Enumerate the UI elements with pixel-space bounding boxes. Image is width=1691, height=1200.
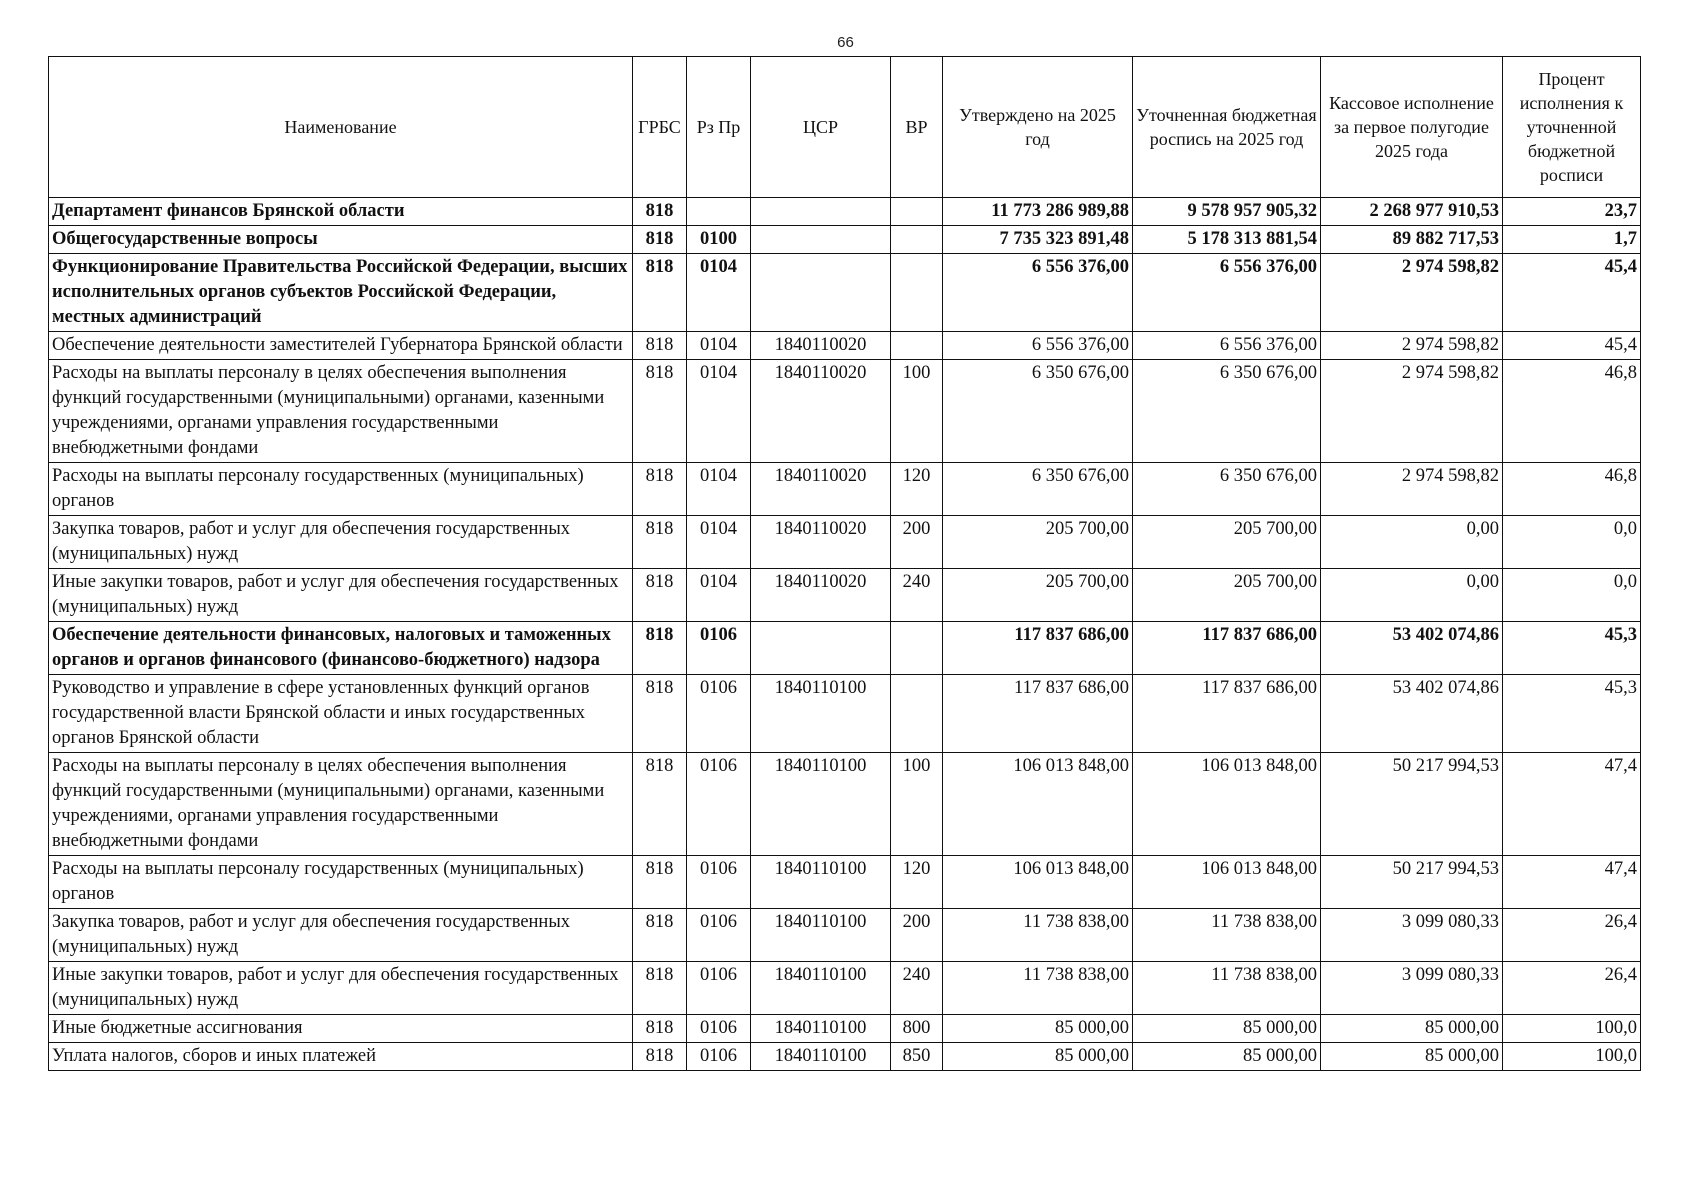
cell-refined: 6 350 676,00: [1133, 360, 1321, 463]
cell-refined: 117 837 686,00: [1133, 622, 1321, 675]
budget-table: [48, 56, 1641, 1071]
cell-cash: 3 099 080,33: [1321, 909, 1503, 962]
cell-refined: 6 556 376,00: [1133, 332, 1321, 360]
cell-csr: 1840110100: [751, 909, 891, 962]
cell-refined: 6 556 376,00: [1133, 254, 1321, 332]
table-row: [49, 675, 1641, 753]
cell-grbs: 818: [633, 856, 687, 909]
cell-cash: 2 974 598,82: [1321, 463, 1503, 516]
cell-refined: 205 700,00: [1133, 569, 1321, 622]
cell-approved: 106 013 848,00: [943, 856, 1133, 909]
cell-approved: 117 837 686,00: [943, 622, 1133, 675]
cell-grbs: 818: [633, 332, 687, 360]
cell-percent: 0,0: [1503, 569, 1641, 622]
cell-vr: [891, 332, 943, 360]
cell-vr: 240: [891, 962, 943, 1015]
cell-rzpr: [687, 198, 751, 226]
cell-percent: 100,0: [1503, 1015, 1641, 1043]
cell-approved: 85 000,00: [943, 1015, 1133, 1043]
table-row: [49, 962, 1641, 1015]
cell-approved: 7 735 323 891,48: [943, 226, 1133, 254]
table-body: [49, 198, 1641, 1071]
cell-rzpr: 0104: [687, 332, 751, 360]
cell-rzpr: 0104: [687, 569, 751, 622]
cell-vr: 800: [891, 1015, 943, 1043]
table-row: [49, 332, 1641, 360]
cell-grbs: 818: [633, 909, 687, 962]
cell-cash: 53 402 074,86: [1321, 675, 1503, 753]
cell-approved: 6 350 676,00: [943, 463, 1133, 516]
header-percent: Процент исполнения к уточненной бюджетной росписи: [1503, 57, 1641, 198]
cell-grbs: 818: [633, 516, 687, 569]
header-grbs: ГРБС: [633, 57, 687, 198]
table-row: [49, 254, 1641, 332]
cell-approved: 6 556 376,00: [943, 332, 1133, 360]
cell-vr: 120: [891, 463, 943, 516]
table-row: [49, 516, 1641, 569]
cell-csr: 1840110020: [751, 332, 891, 360]
cell-csr: [751, 622, 891, 675]
cell-cash: 85 000,00: [1321, 1015, 1503, 1043]
cell-cash: 85 000,00: [1321, 1043, 1503, 1071]
cell-grbs: 818: [633, 569, 687, 622]
cell-refined: 85 000,00: [1133, 1043, 1321, 1071]
cell-refined: 106 013 848,00: [1133, 753, 1321, 856]
cell-name: Иные закупки товаров, работ и услуг для обеспечения государственных (муниципальных) нужд: [49, 569, 633, 622]
cell-rzpr: 0106: [687, 1015, 751, 1043]
cell-refined: 9 578 957 905,32: [1133, 198, 1321, 226]
cell-percent: 47,4: [1503, 856, 1641, 909]
cell-csr: 1840110100: [751, 1043, 891, 1071]
cell-cash: 2 268 977 910,53: [1321, 198, 1503, 226]
cell-percent: 46,8: [1503, 360, 1641, 463]
table-row: [49, 1015, 1641, 1043]
cell-csr: 1840110100: [751, 856, 891, 909]
cell-approved: 11 773 286 989,88: [943, 198, 1133, 226]
cell-cash: 53 402 074,86: [1321, 622, 1503, 675]
cell-name: Расходы на выплаты персоналу государственных (муниципальных) органов: [49, 856, 633, 909]
cell-grbs: 818: [633, 675, 687, 753]
cell-refined: 85 000,00: [1133, 1015, 1321, 1043]
cell-approved: 6 556 376,00: [943, 254, 1133, 332]
cell-refined: 5 178 313 881,54: [1133, 226, 1321, 254]
table-row: [49, 569, 1641, 622]
cell-name: Обеспечение деятельности финансовых, налоговых и таможенных органов и органов финансового (финансово-бюджетного) надзора: [49, 622, 633, 675]
cell-vr: [891, 254, 943, 332]
cell-grbs: 818: [633, 753, 687, 856]
cell-percent: 45,3: [1503, 622, 1641, 675]
cell-name: Расходы на выплаты персоналу в целях обеспечения выполнения функций государственными (муниципальными) органами, казенными учреждениями, органами управления государственными внебюджетными фондами: [49, 753, 633, 856]
header-vr: ВР: [891, 57, 943, 198]
cell-name: Закупка товаров, работ и услуг для обеспечения государственных (муниципальных) нужд: [49, 516, 633, 569]
cell-name: Расходы на выплаты персоналу в целях обеспечения выполнения функций государственными (муниципальными) органами, казенными учреждениями, органами управления государственными внебюджетными фондами: [49, 360, 633, 463]
cell-csr: [751, 198, 891, 226]
cell-approved: 205 700,00: [943, 569, 1133, 622]
cell-approved: 106 013 848,00: [943, 753, 1133, 856]
cell-vr: [891, 198, 943, 226]
cell-name: Закупка товаров, работ и услуг для обеспечения государственных (муниципальных) нужд: [49, 909, 633, 962]
cell-cash: 89 882 717,53: [1321, 226, 1503, 254]
cell-name: Иные бюджетные ассигнования: [49, 1015, 633, 1043]
cell-rzpr: 0104: [687, 516, 751, 569]
cell-percent: 26,4: [1503, 909, 1641, 962]
header-name: Наименование: [49, 57, 633, 198]
cell-rzpr: 0106: [687, 856, 751, 909]
header-refined: Уточненная бюджетная роспись на 2025 год: [1133, 57, 1321, 198]
cell-rzpr: 0106: [687, 675, 751, 753]
cell-grbs: 818: [633, 962, 687, 1015]
cell-name: Иные закупки товаров, работ и услуг для обеспечения государственных (муниципальных) нужд: [49, 962, 633, 1015]
cell-csr: [751, 226, 891, 254]
table-row: [49, 198, 1641, 226]
cell-rzpr: 0106: [687, 622, 751, 675]
cell-cash: 50 217 994,53: [1321, 753, 1503, 856]
table-row: [49, 226, 1641, 254]
cell-cash: 0,00: [1321, 516, 1503, 569]
cell-vr: [891, 622, 943, 675]
cell-vr: 200: [891, 909, 943, 962]
table-row: [49, 856, 1641, 909]
cell-percent: 47,4: [1503, 753, 1641, 856]
cell-grbs: 818: [633, 622, 687, 675]
cell-vr: 120: [891, 856, 943, 909]
table-row: [49, 909, 1641, 962]
cell-vr: 240: [891, 569, 943, 622]
cell-approved: 205 700,00: [943, 516, 1133, 569]
cell-percent: 100,0: [1503, 1043, 1641, 1071]
cell-csr: 1840110020: [751, 360, 891, 463]
table-header-row: [49, 57, 1641, 198]
cell-name: Уплата налогов, сборов и иных платежей: [49, 1043, 633, 1071]
cell-percent: 23,7: [1503, 198, 1641, 226]
cell-rzpr: 0106: [687, 962, 751, 1015]
cell-vr: 100: [891, 753, 943, 856]
cell-approved: 11 738 838,00: [943, 962, 1133, 1015]
cell-rzpr: 0106: [687, 1043, 751, 1071]
cell-name: Функционирование Правительства Российской Федерации, высших исполнительных органов субъектов Российской Федерации, местных администраций: [49, 254, 633, 332]
cell-csr: 1840110020: [751, 569, 891, 622]
cell-cash: 2 974 598,82: [1321, 332, 1503, 360]
cell-grbs: 818: [633, 1015, 687, 1043]
cell-grbs: 818: [633, 198, 687, 226]
cell-cash: 50 217 994,53: [1321, 856, 1503, 909]
table-row: [49, 463, 1641, 516]
table-row: [49, 622, 1641, 675]
header-csr: ЦСР: [751, 57, 891, 198]
cell-cash: 2 974 598,82: [1321, 360, 1503, 463]
cell-grbs: 818: [633, 360, 687, 463]
cell-cash: 2 974 598,82: [1321, 254, 1503, 332]
header-approved: Утверждено на 2025 год: [943, 57, 1133, 198]
cell-cash: 3 099 080,33: [1321, 962, 1503, 1015]
cell-vr: 100: [891, 360, 943, 463]
cell-vr: 200: [891, 516, 943, 569]
cell-name: Руководство и управление в сфере установленных функций органов государственной власти Брянской области и иных государственных органов Брянской области: [49, 675, 633, 753]
cell-vr: [891, 226, 943, 254]
cell-csr: [751, 254, 891, 332]
header-cash: Кассовое исполнение за первое полугодие 2025 года: [1321, 57, 1503, 198]
cell-percent: 45,4: [1503, 332, 1641, 360]
cell-name: Департамент финансов Брянской области: [49, 198, 633, 226]
cell-name: Общегосударственные вопросы: [49, 226, 633, 254]
table-row: [49, 360, 1641, 463]
cell-rzpr: 0100: [687, 226, 751, 254]
cell-percent: 46,8: [1503, 463, 1641, 516]
cell-approved: 11 738 838,00: [943, 909, 1133, 962]
cell-grbs: 818: [633, 226, 687, 254]
cell-percent: 26,4: [1503, 962, 1641, 1015]
cell-refined: 117 837 686,00: [1133, 675, 1321, 753]
cell-csr: 1840110020: [751, 516, 891, 569]
cell-refined: 205 700,00: [1133, 516, 1321, 569]
cell-csr: 1840110100: [751, 1015, 891, 1043]
cell-rzpr: 0106: [687, 753, 751, 856]
table-row: [49, 753, 1641, 856]
header-rzpr: Рз Пр: [687, 57, 751, 198]
cell-vr: 850: [891, 1043, 943, 1071]
cell-refined: 106 013 848,00: [1133, 856, 1321, 909]
cell-grbs: 818: [633, 254, 687, 332]
cell-approved: 117 837 686,00: [943, 675, 1133, 753]
cell-cash: 0,00: [1321, 569, 1503, 622]
cell-rzpr: 0104: [687, 463, 751, 516]
cell-grbs: 818: [633, 463, 687, 516]
page-number: 66: [837, 34, 854, 51]
cell-name: Обеспечение деятельности заместителей Губернатора Брянской области: [49, 332, 633, 360]
cell-rzpr: 0106: [687, 909, 751, 962]
cell-refined: 11 738 838,00: [1133, 909, 1321, 962]
cell-percent: 0,0: [1503, 516, 1641, 569]
cell-approved: 6 350 676,00: [943, 360, 1133, 463]
cell-approved: 85 000,00: [943, 1043, 1133, 1071]
cell-percent: 45,4: [1503, 254, 1641, 332]
cell-csr: 1840110100: [751, 753, 891, 856]
cell-percent: 45,3: [1503, 675, 1641, 753]
cell-name: Расходы на выплаты персоналу государственных (муниципальных) органов: [49, 463, 633, 516]
cell-csr: 1840110100: [751, 962, 891, 1015]
cell-percent: 1,7: [1503, 226, 1641, 254]
table-row: [49, 1043, 1641, 1071]
cell-rzpr: 0104: [687, 254, 751, 332]
cell-grbs: 818: [633, 1043, 687, 1071]
cell-refined: 6 350 676,00: [1133, 463, 1321, 516]
cell-refined: 11 738 838,00: [1133, 962, 1321, 1015]
cell-vr: [891, 675, 943, 753]
cell-csr: 1840110020: [751, 463, 891, 516]
cell-rzpr: 0104: [687, 360, 751, 463]
cell-csr: 1840110100: [751, 675, 891, 753]
